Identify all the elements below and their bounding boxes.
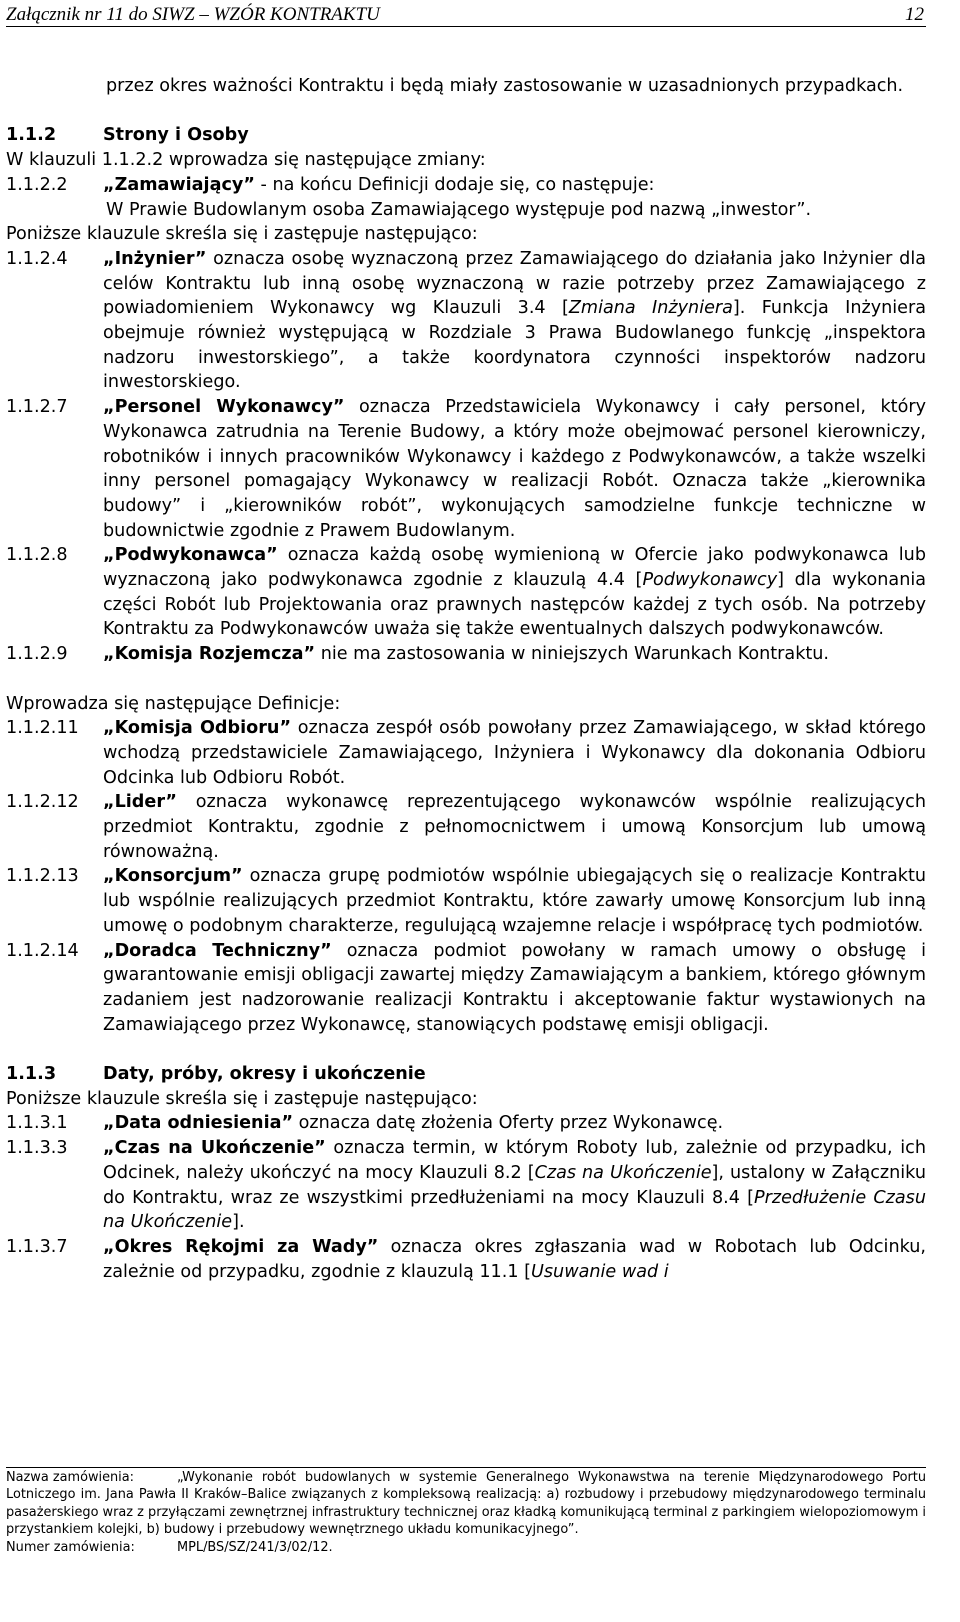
clause-term: „Zamawiający” (103, 174, 255, 195)
clause-1-1-2-8: 1.1.2.8 „Podwykonawca” oznacza każdą osobę wymienioną w Ofercie jako podwykonawca lub wyznaczoną jako podwykonawca zgodnie z klauzulą 4.4 [Podwykonawcy] dla wykonania części Robót lub Projektowania oraz prawnych następców każdej z tych osób. Na potrzeby Kontraktu za Podwykonawców uważa się także ewentualnych dalszych podwykonawców. (6, 545, 927, 640)
clause-term: „Konsorcjum” (103, 866, 243, 887)
clause-reference: Zmiana Inżyniera (568, 298, 733, 319)
clause-reference: Czas na Ukończenie (534, 1162, 712, 1183)
clause-term: „Komisja Rozjemcza” (103, 644, 316, 665)
clause-reference: Usuwanie wad i (531, 1261, 669, 1282)
footer-order-name (6, 1469, 926, 1539)
clause-1-1-3-1: 1.1.3.1 „Data odniesienia” oznacza datę złożenia Oferty przez Wykonawcę. (6, 1113, 724, 1134)
intro-paragraph: przez okres ważności Kontraktu i będą miały zastosowanie w uzasadnionych przypadkach. (106, 76, 904, 96)
page-header (6, 4, 926, 27)
clause-1-1-3-7: 1.1.3.7 „Okres Rękojmi za Wady” oznacza okres zgłaszania wad w Robotach lub Odcinku, zależnie od przypadku, zgodnie z klauzulą 11.1 [Usuwanie wad i (6, 1237, 926, 1282)
clause-1-1-2-4: 1.1.2.4 „Inżynier” oznacza osobę wyznaczoną przez Zamawiającego do działania jako Inżynier dla celów Kontraktu lub inną osobę wyznaczoną w razie potrzeby przez Zamawiającego z powiadomieniem Wykonawcy wg Klauzuli 3.4 [Zmiana Inżyniera]. Funkcja Inżyniera obejmuje również występującą w Rozdziale 3 Prawa Budowlanego funkcję „inspektora nadzoru inwestorskiego”, a także koordynatora czynności inspektorów nadzoru inwestorskiego. (6, 248, 927, 393)
clause-term: „Lider” (103, 792, 177, 813)
clause-1-1-2-14: 1.1.2.14 „Doradca Techniczny” oznacza podmiot powołany w ramach umowy o obsługę i gwarantowanie emisji obligacji zawartej między Zamawiającym a bankiem, którego głównym zadaniem jest nadzorowanie realizacji Kontraktu i akceptowanie faktur wystawionych na Zamawiającego przez Wykonawcę, stanowiących podstawę emisji obligacji. (6, 940, 926, 1035)
clause-term: „Personel Wykonawcy” (103, 397, 345, 418)
footer-name-label: Nazwa zamówienia: (6, 1470, 135, 1485)
footer-number-label: Numer zamówienia: (6, 1539, 135, 1555)
section-heading-1-1-2: 1.1.2 Strony i Osoby (6, 125, 249, 146)
section-lead: W klauzuli 1.1.2.2 wprowadza się następujące zmiany: (6, 150, 486, 171)
page-footer (6, 1467, 926, 1556)
footer-order-number (6, 1539, 926, 1556)
clause-term: „Okres Rękojmi za Wady” (103, 1237, 379, 1257)
clause-1-1-2-9: 1.1.2.9 „Komisja Rozjemcza” nie ma zastosowania w niniejszych Warunkach Kontraktu. (6, 644, 830, 665)
clause-1-1-2-12: 1.1.2.12 „Lider” oznacza wykonawcę reprezentującego wykonawców wspólnie realizujących przedmiot Kontraktu, zgodnie z pełnomocnictwem i umową Konsorcjum lub umową równoważną. (6, 792, 926, 862)
definitions-lead: Wprowadza się następujące Definicje: (6, 693, 341, 714)
clause-reference: Przedłużenie Czasu na Ukończenie (103, 1187, 927, 1233)
clause-1-1-3-3: 1.1.3.3 „Czas na Ukończenie” oznacza termin, w którym Roboty lub, zależnie od przypadku, ich Odcinek, należy ukończyć na mocy Klauzuli 8.2 [Czas na Ukończenie], ustalony w Załączniku do Kontraktu, wraz ze wszystkimi przedłużeniami na mocy Klauzuli 8.4 [Przedłużenie Czasu na Ukończenie]. (6, 1138, 927, 1233)
clause-term: „Doradca Techniczny” (103, 940, 332, 961)
replace-note: Poniższe klauzule skreśla się i zastępuje następująco: (6, 224, 478, 245)
clause-term: „Podwykonawca” (103, 545, 278, 566)
page-number: 12 (905, 4, 924, 25)
clause-reference: Podwykonawcy (642, 570, 778, 591)
footer-name-text: „Wykonanie robót budowlanych w systemie Generalnego Wykonawstwa na terenie Międzynarodowego Portu Lotniczego im. Jana Pawła II Kraków–Balice związanych z kompleksową realizacją: a) rozbudowy i przebudowy międzynarodowego terminalu pasażerskiego wraz z przyłączami zewnętrznej infrastruktury technicznej oraz kładką komunikującą terminal z parkingiem wielopoziomowym i przystankiem kolejki, b) budowy i przebudowy wewnętrznego układu komunikacyjnego”. (6, 1470, 926, 1538)
clause-term: „Komisja Odbioru” (103, 718, 292, 739)
clause-1-1-2-7: 1.1.2.7 „Personel Wykonawcy” oznacza Przedstawiciela Wykonawcy i cały personel, który Wykonawca zatrudnia na Terenie Budowy, a który może obejmować personel kierowniczy, robotników i innych pracowników Wykonawcy i każdego z Podwykonawców, a także wszelki inny personel pomagający Wykonawcy w realizacji Robót. Oznacza także „kierownika budowy” i „kierowników robót”, wykonujących samodzielne funkcje techniczne w budownictwie zgodnie z Prawem Budowlanym. (6, 397, 926, 541)
section-lead: Poniższe klauzule skreśla się i zastępuje następująco: (6, 1088, 478, 1109)
clause-1-1-2-11: 1.1.2.11 „Komisja Odbioru” oznacza zespół osób powołany przez Zamawiającego, w skład którego wchodzą przedstawiciele Zamawiającego, Inżyniera i Wykonawcy dla dokonania Odbioru Odcinka lub Odbioru Robót. (6, 718, 927, 788)
document-body (6, 74, 926, 1284)
clause-term: „Data odniesienia” (103, 1113, 294, 1134)
header-title: Załącznik nr 11 do SIWZ – WZÓR KONTRAKTU (6, 4, 380, 25)
clause-subtext: W Prawie Budowlanym osoba Zamawiającego występuje pod nazwą „inwestor”. (106, 199, 812, 220)
clause-1-1-2-13: 1.1.2.13 „Konsorcjum” oznacza grupę podmiotów wspólnie ubiegających się o realizacje Kontraktu lub wspólnie realizujących przedmiot Kontraktu, które zawarły umowę Konsorcjum lub inną umowę o podobnym charakterze, regulującą wzajemne relacje i współpracę tych podmiotów. (6, 866, 926, 936)
clause-term: „Inżynier” (103, 248, 207, 269)
clause-term: „Czas na Ukończenie” (103, 1138, 326, 1159)
clause-1-1-2-2: 1.1.2.2 „Zamawiający” - na końcu Definicji dodaje się, co następuje: (6, 174, 655, 195)
section-heading-1-1-3: 1.1.3 Daty, próby, okresy i ukończenie (6, 1064, 426, 1085)
footer-number-text: MPL/BS/SZ/241/3/02/12. (177, 1539, 333, 1555)
